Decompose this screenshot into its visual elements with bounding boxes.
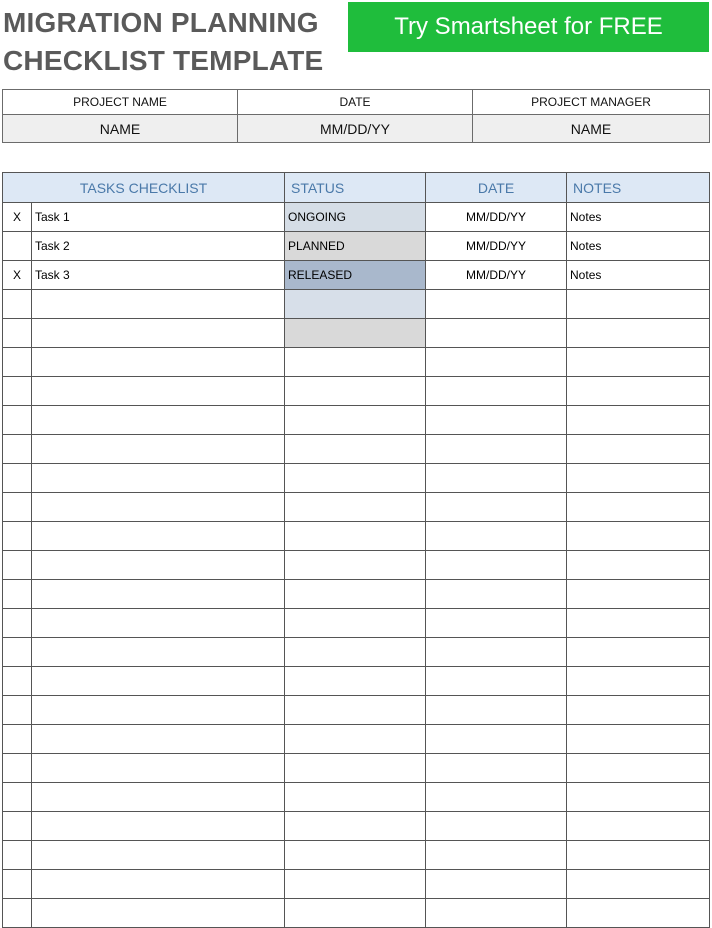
tasks-checklist-header: TASKS CHECKLIST xyxy=(3,173,285,203)
status-cell[interactable] xyxy=(285,609,426,638)
status-cell[interactable] xyxy=(285,377,426,406)
checkbox-cell[interactable] xyxy=(3,232,32,261)
checkbox-cell[interactable] xyxy=(3,899,32,928)
date-cell[interactable] xyxy=(426,609,567,638)
notes-cell[interactable] xyxy=(567,870,710,899)
date-cell[interactable] xyxy=(426,290,567,319)
checkbox-cell[interactable] xyxy=(3,812,32,841)
task-cell[interactable] xyxy=(32,377,285,406)
date-header: DATE xyxy=(426,173,567,203)
date-cell[interactable] xyxy=(426,580,567,609)
table-row xyxy=(3,290,710,319)
notes-cell[interactable] xyxy=(567,464,710,493)
task-cell[interactable]: Task 3 xyxy=(32,261,285,290)
status-cell[interactable] xyxy=(285,725,426,754)
table-row xyxy=(3,464,710,493)
task-cell[interactable] xyxy=(32,841,285,870)
status-cell[interactable]: RELEASED xyxy=(285,261,426,290)
page-title xyxy=(3,4,343,80)
status-cell[interactable]: PLANNED xyxy=(285,232,426,261)
status-cell[interactable] xyxy=(285,696,426,725)
notes-cell[interactable] xyxy=(567,812,710,841)
task-cell[interactable]: Task 1 xyxy=(32,203,285,232)
notes-cell[interactable]: Notes xyxy=(567,261,710,290)
task-cell[interactable] xyxy=(32,638,285,667)
status-cell[interactable] xyxy=(285,870,426,899)
table-row xyxy=(3,319,710,348)
date-field[interactable]: MM/DD/YY xyxy=(238,115,473,143)
try-smartsheet-button[interactable]: Try Smartsheet for FREE xyxy=(348,2,709,52)
status-cell[interactable] xyxy=(285,841,426,870)
date-cell[interactable] xyxy=(426,725,567,754)
task-cell[interactable] xyxy=(32,754,285,783)
notes-cell[interactable] xyxy=(567,522,710,551)
table-row xyxy=(3,754,710,783)
status-cell[interactable] xyxy=(285,348,426,377)
project-manager-label: PROJECT MANAGER xyxy=(473,90,710,115)
task-cell[interactable] xyxy=(32,580,285,609)
checkbox-cell[interactable] xyxy=(3,522,32,551)
tasks-header-row xyxy=(3,173,710,203)
project-info-table xyxy=(2,89,710,143)
notes-cell[interactable] xyxy=(567,667,710,696)
date-cell[interactable] xyxy=(426,493,567,522)
notes-cell[interactable]: Notes xyxy=(567,232,710,261)
checkbox-cell[interactable] xyxy=(3,754,32,783)
date-cell[interactable] xyxy=(426,551,567,580)
status-cell[interactable] xyxy=(285,638,426,667)
checkbox-cell[interactable] xyxy=(3,493,32,522)
table-row xyxy=(3,377,710,406)
table-row xyxy=(3,667,710,696)
status-cell[interactable] xyxy=(285,899,426,928)
checkbox-cell[interactable] xyxy=(3,319,32,348)
checkbox-cell[interactable] xyxy=(3,841,32,870)
date-cell[interactable] xyxy=(426,667,567,696)
notes-cell[interactable] xyxy=(567,435,710,464)
checkbox-cell[interactable] xyxy=(3,377,32,406)
task-cell[interactable] xyxy=(32,609,285,638)
task-cell[interactable] xyxy=(32,812,285,841)
checkbox-cell[interactable] xyxy=(3,435,32,464)
date-cell[interactable]: MM/DD/YY xyxy=(426,261,567,290)
status-cell[interactable] xyxy=(285,754,426,783)
date-cell[interactable] xyxy=(426,870,567,899)
date-cell[interactable]: MM/DD/YY xyxy=(426,203,567,232)
date-cell[interactable] xyxy=(426,638,567,667)
page-title-line-1: MIGRATION PLANNING xyxy=(3,7,319,38)
checkbox-cell[interactable] xyxy=(3,783,32,812)
table-row xyxy=(3,435,710,464)
checkbox-cell[interactable]: X xyxy=(3,203,32,232)
checkbox-cell[interactable] xyxy=(3,348,32,377)
date-cell[interactable] xyxy=(426,754,567,783)
notes-cell[interactable] xyxy=(567,406,710,435)
status-cell[interactable] xyxy=(285,551,426,580)
task-cell[interactable] xyxy=(32,348,285,377)
notes-cell[interactable] xyxy=(567,290,710,319)
notes-cell[interactable] xyxy=(567,754,710,783)
checkbox-cell[interactable] xyxy=(3,290,32,319)
table-row xyxy=(3,609,710,638)
date-cell[interactable] xyxy=(426,348,567,377)
tasks-table xyxy=(2,172,710,928)
date-cell[interactable] xyxy=(426,464,567,493)
notes-cell[interactable] xyxy=(567,783,710,812)
table-row xyxy=(3,522,710,551)
table-row xyxy=(3,406,710,435)
status-cell[interactable] xyxy=(285,667,426,696)
status-cell[interactable] xyxy=(285,783,426,812)
status-cell[interactable] xyxy=(285,493,426,522)
tasks-body xyxy=(3,203,710,928)
checkbox-cell[interactable] xyxy=(3,638,32,667)
checkbox-cell[interactable]: X xyxy=(3,261,32,290)
checkbox-cell[interactable] xyxy=(3,696,32,725)
notes-cell[interactable] xyxy=(567,841,710,870)
date-cell[interactable] xyxy=(426,841,567,870)
status-cell[interactable] xyxy=(285,319,426,348)
date-cell[interactable] xyxy=(426,696,567,725)
checkbox-cell[interactable] xyxy=(3,406,32,435)
table-row xyxy=(3,696,710,725)
table-row xyxy=(3,725,710,754)
date-cell[interactable] xyxy=(426,377,567,406)
project-name-field[interactable]: NAME xyxy=(3,115,238,143)
date-cell[interactable] xyxy=(426,899,567,928)
date-cell[interactable] xyxy=(426,435,567,464)
table-row xyxy=(3,551,710,580)
date-cell[interactable] xyxy=(426,783,567,812)
table-row xyxy=(3,261,710,290)
status-header: STATUS xyxy=(285,173,426,203)
task-cell[interactable]: Task 2 xyxy=(32,232,285,261)
checkbox-cell[interactable] xyxy=(3,464,32,493)
task-cell[interactable] xyxy=(32,667,285,696)
status-cell[interactable] xyxy=(285,290,426,319)
task-cell[interactable] xyxy=(32,493,285,522)
page-title-line-2: CHECKLIST TEMPLATE xyxy=(3,45,324,76)
task-cell[interactable] xyxy=(32,464,285,493)
date-label: DATE xyxy=(238,90,473,115)
checkbox-cell[interactable] xyxy=(3,667,32,696)
date-cell[interactable]: MM/DD/YY xyxy=(426,232,567,261)
status-cell[interactable] xyxy=(285,812,426,841)
task-cell[interactable] xyxy=(32,290,285,319)
table-row xyxy=(3,899,710,928)
table-row xyxy=(3,232,710,261)
table-row xyxy=(3,493,710,522)
notes-cell[interactable] xyxy=(567,609,710,638)
task-cell[interactable] xyxy=(32,522,285,551)
table-row xyxy=(3,812,710,841)
status-cell[interactable]: ONGOING xyxy=(285,203,426,232)
table-row xyxy=(3,783,710,812)
table-row xyxy=(3,203,710,232)
project-manager-field[interactable]: NAME xyxy=(473,115,710,143)
table-row xyxy=(3,870,710,899)
task-cell[interactable] xyxy=(32,696,285,725)
notes-header: NOTES xyxy=(567,173,710,203)
task-cell[interactable] xyxy=(32,870,285,899)
notes-cell[interactable] xyxy=(567,899,710,928)
notes-cell[interactable] xyxy=(567,725,710,754)
date-cell[interactable] xyxy=(426,406,567,435)
checkbox-cell[interactable] xyxy=(3,725,32,754)
notes-cell[interactable] xyxy=(567,348,710,377)
status-cell[interactable] xyxy=(285,464,426,493)
task-cell[interactable] xyxy=(32,899,285,928)
task-cell[interactable] xyxy=(32,406,285,435)
notes-cell[interactable] xyxy=(567,551,710,580)
task-cell[interactable] xyxy=(32,551,285,580)
status-cell[interactable] xyxy=(285,406,426,435)
table-row xyxy=(3,841,710,870)
date-cell[interactable] xyxy=(426,812,567,841)
notes-cell[interactable] xyxy=(567,493,710,522)
table-row xyxy=(3,638,710,667)
notes-cell[interactable] xyxy=(567,377,710,406)
checkbox-cell[interactable] xyxy=(3,609,32,638)
project-name-label: PROJECT NAME xyxy=(3,90,238,115)
task-cell[interactable] xyxy=(32,725,285,754)
notes-cell[interactable] xyxy=(567,319,710,348)
task-cell[interactable] xyxy=(32,319,285,348)
checkbox-cell[interactable] xyxy=(3,870,32,899)
task-cell[interactable] xyxy=(32,783,285,812)
notes-cell[interactable] xyxy=(567,580,710,609)
notes-cell[interactable] xyxy=(567,638,710,667)
notes-cell[interactable] xyxy=(567,696,710,725)
status-cell[interactable] xyxy=(285,522,426,551)
date-cell[interactable] xyxy=(426,522,567,551)
table-row xyxy=(3,580,710,609)
status-cell[interactable] xyxy=(285,580,426,609)
status-cell[interactable] xyxy=(285,435,426,464)
date-cell[interactable] xyxy=(426,319,567,348)
checkbox-cell[interactable] xyxy=(3,580,32,609)
table-row xyxy=(3,348,710,377)
task-cell[interactable] xyxy=(32,435,285,464)
checkbox-cell[interactable] xyxy=(3,551,32,580)
notes-cell[interactable]: Notes xyxy=(567,203,710,232)
